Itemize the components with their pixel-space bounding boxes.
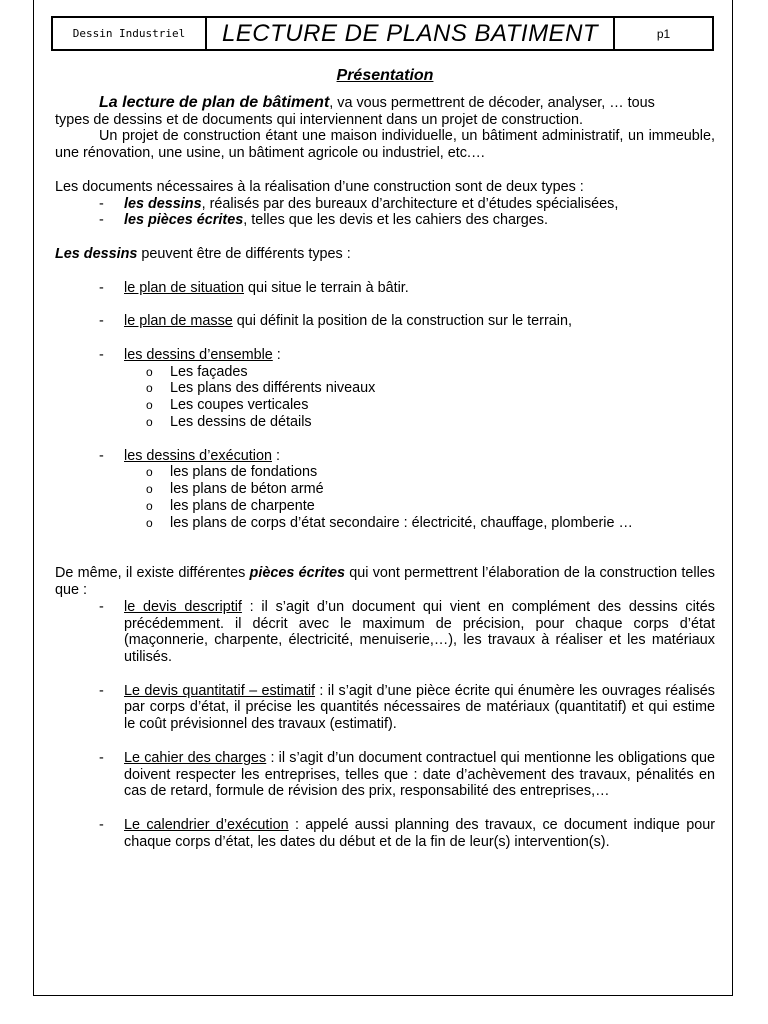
intro-lead: La lecture de plan de bâtiment [99, 93, 330, 111]
pieces-intro-post: qui vont permettrent l’élaboration de la construction telles que : [55, 565, 715, 598]
intro-paragraph-2: Un projet de construction étant une maison individuelle, un bâtiment administratif, un immeuble, une rénovation, une usine, un bâtiment agricole ou industriel, etc.… [55, 128, 715, 162]
circle-bullet: o [146, 381, 153, 396]
header-subject: Dessin Industriel [53, 18, 207, 49]
circle-bullet: o [146, 364, 153, 379]
item-label: les pièces écrites [124, 212, 244, 229]
list-item [55, 347, 715, 364]
intro-paragraph [55, 95, 715, 112]
sub-list-item [55, 464, 715, 481]
circle-bullet: o [146, 515, 153, 530]
item-text: : [272, 447, 280, 464]
list-item [55, 196, 715, 213]
list-item [55, 280, 715, 297]
item-label: les dessins d’exécution [124, 447, 272, 464]
item-label: le devis descriptif [124, 598, 242, 615]
header-page-number: p1 [656, 26, 671, 41]
pieces-intro-pre: De même, il existe différentes [55, 565, 250, 582]
item-text: : appelé aussi planning des travaux, ce document indique pour chaque corps d’état, les dates du début et de la fin de leur(s) intervention(s). [124, 817, 715, 850]
item-text: : il s’agit d’un document contractuel qui mentionne les obligations que doivent respecter les entreprises, telles que : date d’achèvement des travaux, pénalités en cas de retard, formule de révision des prix, responsabilité des entreprises,… [124, 749, 715, 800]
sub-item-text: Les façades [170, 363, 248, 380]
sub-item-text: les plans de béton armé [170, 481, 324, 498]
sub-item-text: Les plans des différents niveaux [170, 380, 376, 397]
item-label: le plan de situation [124, 279, 245, 296]
list-item [55, 599, 715, 666]
dash-bullet: - [99, 447, 104, 464]
intro-line2: types de dessins et de documents qui interviennent dans un projet de construction. [55, 111, 583, 128]
pieces-intro-em: pièces écrites [249, 565, 346, 582]
item-label: les dessins d’ensemble [124, 346, 273, 363]
circle-bullet: o [146, 498, 153, 513]
sub-list-item [55, 397, 715, 414]
sub-item-text: les plans de fondations [170, 464, 318, 481]
sub-list-item [55, 380, 715, 397]
dessins-intro-text: peuvent être de différents types : [137, 245, 351, 262]
sub-item-text: les plans de corps d’état secondaire : électricité, chauffage, plomberie … [170, 514, 633, 531]
header-table [51, 16, 714, 51]
list-item [55, 817, 715, 851]
item-text: : il s’agit d’une pièce écrite qui énumère les ouvrages réalisés par corps d’état, il précise les quantités nécessaires de matériaux (quantitatif) et qui estime le coût prévisionnel des travaux (estimatif). [124, 682, 715, 733]
item-label: le plan de masse [124, 313, 233, 330]
header-title: LECTURE DE PLANS BATIMENT [207, 18, 615, 49]
dash-bullet: - [99, 682, 104, 699]
dash-bullet: - [99, 212, 104, 229]
dash-bullet: - [99, 749, 104, 766]
list-item [55, 750, 715, 800]
item-text: qui situe le terrain à bâtir. [244, 279, 409, 296]
dash-bullet: - [99, 313, 104, 330]
sub-item-text: Les dessins de détails [170, 413, 312, 430]
dash-bullet: - [99, 346, 104, 363]
dash-bullet: - [99, 598, 104, 615]
circle-bullet: o [146, 414, 153, 429]
item-text: , réalisés par des bureaux d’architecture et d’études spécialisées, [201, 195, 619, 212]
list-item [55, 212, 715, 229]
sub-item-text: Les coupes verticales [170, 397, 309, 414]
dash-bullet: - [99, 195, 104, 212]
list-item [55, 683, 715, 733]
circle-bullet: o [146, 465, 153, 480]
item-text: : [272, 346, 281, 363]
sub-list-item [55, 414, 715, 431]
sub-list-item [55, 481, 715, 498]
dash-bullet: - [99, 279, 104, 296]
sub-list-item [55, 515, 715, 532]
item-label: Le calendrier d’exécution [124, 817, 289, 834]
list-item [55, 448, 715, 465]
dessins-lead: Les dessins [55, 245, 138, 262]
item-text: : il s’agit d’un document qui vient en complément des dessins cités précédemment. il décrit avec le maximum de précision, pour chaque corps d’état (maçonnerie, charpente, électricité, menuiserie,…), les travaux à réaliser et les matériaux utilisés. [124, 598, 715, 666]
dash-bullet: - [99, 817, 104, 834]
item-text: , telles que les devis et les cahiers des charges. [243, 212, 548, 229]
section-title: Présentation [336, 67, 434, 84]
dessins-intro [55, 246, 715, 263]
list-item [55, 313, 715, 330]
sub-list-item [55, 498, 715, 515]
documents-intro: Les documents nécessaires à la réalisation d’une construction sont de deux types : [55, 178, 584, 195]
document-body [55, 64, 715, 851]
circle-bullet: o [146, 482, 153, 497]
item-text: qui définit la position de la construction sur le terrain, [232, 313, 572, 330]
sub-item-text: les plans de charpente [170, 497, 315, 514]
item-label: Le cahier des charges [124, 749, 267, 766]
item-label: les dessins [124, 195, 202, 212]
sub-list-item [55, 364, 715, 381]
item-label: Le devis quantitatif – estimatif [124, 682, 316, 699]
pieces-intro [55, 565, 715, 599]
intro-rest: , va vous permettrent de décoder, analyser, … tous [329, 94, 655, 111]
circle-bullet: o [146, 398, 153, 413]
